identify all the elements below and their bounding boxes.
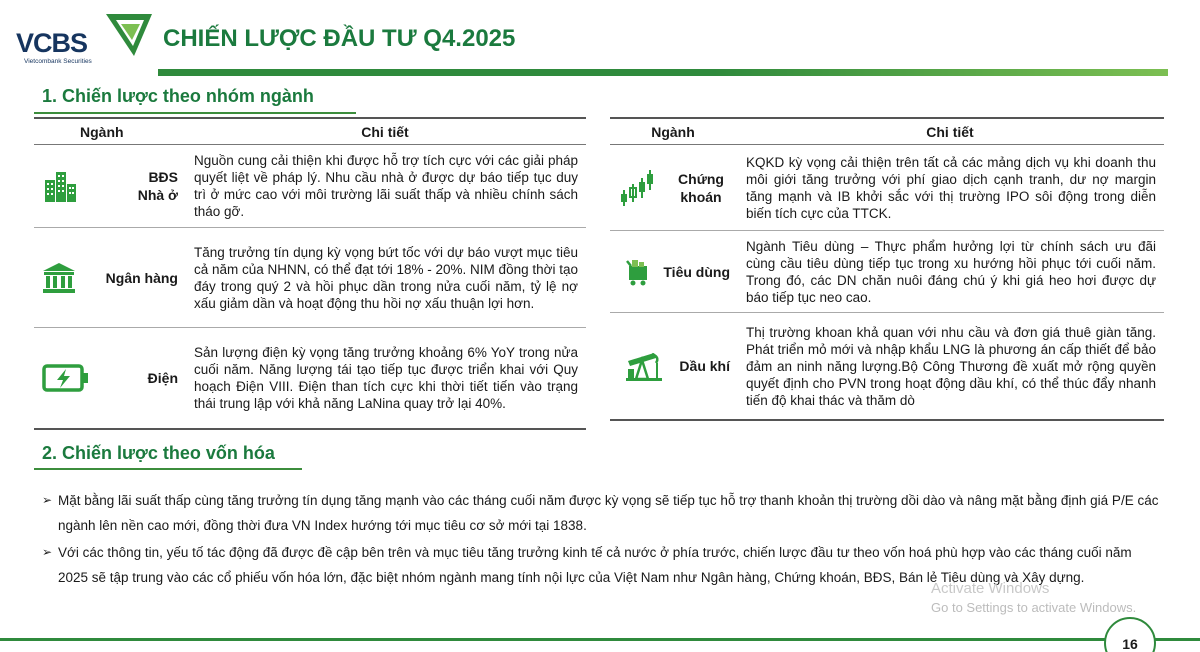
table-header <box>34 119 586 145</box>
industry-cell <box>610 145 736 230</box>
arrow-bullet-icon: ➢ <box>42 493 53 507</box>
page-number: 16 <box>1122 636 1138 652</box>
table-row <box>610 145 1164 231</box>
industry-name: Ngân hàng <box>105 269 178 286</box>
detail-cell: Ngành Tiêu dùng – Thực phẩm hưởng lợi từ chính sách ưu đãi cùng cầu tiêu dùng tiếp tục trong xu hướng hồi phục tới cuối năm. Trong đó, các DN chăn nuôi đáng chú ý khi giá heo hơi được dự báo tiếp tục neo cao. <box>746 238 1156 305</box>
section2-title: 2. Chiến lược theo vốn hóa <box>42 443 275 463</box>
table-row <box>610 231 1164 313</box>
table-row <box>34 328 586 428</box>
logo-subtext: Vietcombank Securities <box>24 58 92 65</box>
section1-underline <box>34 112 356 114</box>
section1-title: 1. Chiến lược theo nhóm ngành <box>42 86 314 106</box>
bullet-text: Với các thông tin, yếu tố tác động đã được đề cập bên trên và mục tiêu tăng trưởng kinh tế cả nước ở phía trước, chiến lược đầu tư theo vốn hoá phù hợp vào các tháng cuối năm 2025 sẽ tập trung vào các cổ phiếu vốn hóa lớn, đặc biệt nhóm ngành mang tính nội lực của Việt Nam như Ngân hàng, Chứng khoán, BĐS, Bán lẻ Tiêu dùng và Xây dựng. <box>58 545 1132 585</box>
page-title: CHIẾN LƯỢC ĐẦU TƯ Q4.2025 <box>163 25 516 52</box>
industry-cell <box>34 328 184 428</box>
buildings-icon <box>42 170 78 202</box>
vcbs-logo <box>16 12 156 70</box>
detail-cell: KQKD kỳ vọng cải thiện trên tất cả các mảng dịch vụ khi doanh thu môi giới tăng trưởng với phí giao dịch cạnh tranh, dư nợ margin tăng mạnh và IB khởi sắc với thị trường IPO sôi động trong diễn biến tích cực của TTCK. <box>746 154 1156 221</box>
header-detail: Chi tiết <box>361 123 409 140</box>
candlestick-icon <box>618 168 654 208</box>
logo-text: VCBS <box>16 28 88 58</box>
activate-windows-watermark: Activate Windows <box>931 580 1050 597</box>
left-industry-table <box>34 117 586 430</box>
list-item <box>42 488 1162 538</box>
industry-name: Dầu khí <box>679 358 730 374</box>
oil-pump-icon <box>626 351 662 381</box>
table-row <box>610 313 1164 419</box>
activate-windows-hint: Go to Settings to activate Windows. <box>931 600 1137 615</box>
detail-cell: Thị trường khoan khả quan với nhu cầu và đơn giá thuê giàn tăng. Phát triển mỏ mới và nhập khẩu LNG là phương án cấp thiết để bảo đảm an ninh năng lượng.Bộ Công Thương đề xuất mở rộng quyền quyết định cho PVN trong hoạt động dầu khí, có thể thúc đẩy nhanh tiến độ khai thác và thăm dò <box>746 324 1156 408</box>
industry-name: Điện <box>147 370 178 386</box>
industry-cell <box>610 313 736 419</box>
title-divider <box>158 69 1168 76</box>
section2-underline <box>34 468 302 470</box>
battery-icon <box>42 363 90 393</box>
header-industry: Ngành <box>80 123 124 140</box>
industry-name: Tiêu dùng <box>663 263 730 280</box>
arrow-bullet-icon: ➢ <box>42 545 53 559</box>
header-detail: Chi tiết <box>926 123 974 140</box>
industry-name: BĐS Nhà ở <box>137 169 178 203</box>
bullet-text: Mặt bằng lãi suất thấp cùng tăng trưởng tín dụng tăng mạnh vào các tháng cuối năm được kỳ vọng sẽ tiếp tục hỗ trợ thanh khoản thị trường dồi dào và nâng mặt bằng định giá P/E các ngành lên nền cao mới, đồng thời đưa VN Index hướng tới mục tiêu cơ sở mới tại 1838. <box>58 493 1159 533</box>
logo-mark-icon <box>104 12 154 58</box>
industry-cell <box>610 231 736 312</box>
header-industry: Ngành <box>651 123 695 140</box>
table-row <box>34 145 586 228</box>
industry-name: Chứng khoán <box>678 170 724 205</box>
table-header <box>610 119 1164 145</box>
bank-icon <box>42 262 76 294</box>
footer-line <box>0 638 1200 641</box>
industry-cell <box>34 145 184 227</box>
detail-cell: Tăng trưởng tín dụng kỳ vọng bứt tốc với dự báo vượt mục tiêu cả năm của NHNN, có thể đạt tới 18% - 20%. NIM đồng thời tạo đáy trong quý 2 và hồi phục dần trong nửa cuối năm, tỷ lệ nợ xấu giảm dần và hoạt động thu hồi nợ xấu thuận lợi hơn. <box>194 244 578 311</box>
shopping-cart-icon <box>626 258 650 286</box>
right-industry-table <box>610 117 1164 421</box>
table-row <box>34 228 586 328</box>
detail-cell: Nguồn cung cải thiện khi được hỗ trợ tích cực với các giải pháp quyết liệt về pháp lý. Nhu cầu nhà ở được dự báo tiếp tục duy trì ở mức cao với môi trường lãi suất thấp và nhiều chính sách tháo gỡ. <box>194 153 578 219</box>
detail-cell: Sản lượng điện kỳ vọng tăng trưởng khoảng 6% YoY trong nửa cuối năm. Năng lượng tái tạo tiếp tục được triển khai với Quy hoạch Điện VIII. Điện than tích cực khi thời tiết tiến vào trạng thái trung lập với khả năng LaNina quay trở lại 40%. <box>194 345 578 411</box>
capitalization-bullets <box>42 488 1162 590</box>
industry-cell <box>34 228 184 327</box>
